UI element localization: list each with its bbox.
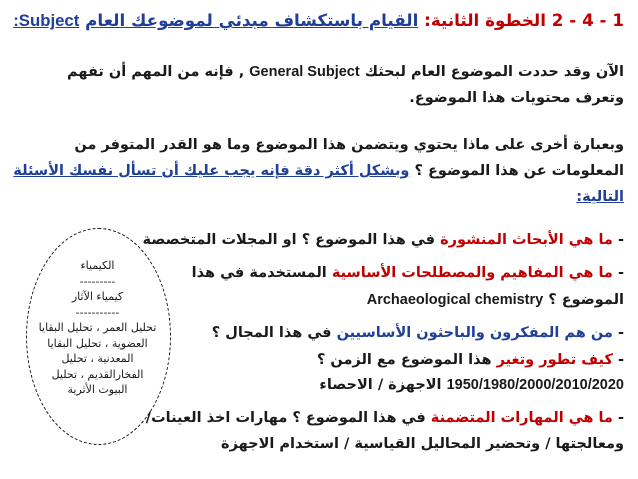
paragraph-2-text-b: المعلومات عن هذا الموضوع ؟ — [414, 163, 624, 179]
topic-chemistry: الكيمياء — [80, 259, 115, 272]
question-3-highlight: من هم المفكرون والباحثون الأساسيين — [336, 325, 613, 341]
question-1-highlight: ما هي الأبحاث المنشورة — [440, 232, 613, 248]
paragraph-2-line-3 — [576, 189, 624, 205]
question-4-rest: هذا الموضوع مع الزمن ؟ — [316, 352, 492, 368]
question-5-line-2 — [221, 436, 624, 452]
question-5-dash: - — [617, 410, 624, 426]
paragraph-2-line-1 — [74, 137, 624, 153]
topic-detail-4: الفخارالقديم ، تحليل — [51, 367, 144, 381]
question-1-rest: في هذا الموضوع ؟ او المجلات المتخصصة — [142, 232, 436, 248]
paragraph-2-text-c: وبشكل أكثر دقة فإنه يجب عليك أن تسأل نفسك الأسئلة — [13, 163, 410, 179]
paragraph-1-line-1 — [67, 64, 624, 80]
archaeological-chemistry-term: Archaeological chemistry — [366, 292, 544, 308]
topic-detail-2: العضوية ، تحليل البقايا — [47, 336, 148, 350]
topic-detail-3: المعدنية ، تحليل — [61, 352, 134, 365]
general-subject-term: General Subject — [249, 64, 360, 80]
section-number: 1 - 4 - 2 — [551, 10, 624, 30]
question-2-rest: المستخدمة في هذا — [191, 265, 327, 281]
question-3-rest: في هذا المجال ؟ — [211, 325, 332, 341]
paragraph-1-text-a: الآن وقد حددت الموضوع العام لبحثك — [364, 64, 624, 80]
paragraph-1-text-d: وتعرف محتويات هذا الموضوع. — [409, 90, 624, 106]
question-1-dash: - — [617, 232, 624, 248]
question-2-line-2 — [367, 292, 624, 308]
paragraph-1-line-2 — [409, 90, 624, 106]
topic-detail-5: البيوت الأثرية — [67, 383, 128, 396]
question-2-highlight: ما هي المفاهيم والمصطلحات الأساسية — [331, 265, 613, 281]
paragraph-2-text-d: التالية: — [576, 189, 624, 205]
paragraph-2-line-2 — [13, 163, 624, 179]
question-2-topic: الموضوع ؟ — [548, 292, 624, 308]
topic-divider-2: ----------- — [75, 305, 120, 319]
question-4-years: 1950/1980/2000/2010/2020 — [446, 377, 624, 393]
page-title — [13, 10, 624, 31]
topic-archaeological-chemistry: كيمياء الآثار — [71, 290, 124, 303]
question-2-dash: - — [617, 265, 624, 281]
section-subject: :Subject — [13, 11, 80, 30]
paragraph-2-text-a: وبعبارة أخرى على ماذا يحتوي ويتضمن هذا الموضوع وما هو القدر المتوفر من — [74, 137, 624, 153]
question-4-line-1 — [317, 352, 624, 368]
paragraph-1-text-c: , فإنه من المهم أن تفهم — [67, 64, 245, 80]
topic-divider-1: --------- — [79, 274, 116, 288]
topic-hierarchy — [30, 258, 165, 398]
section-step: الخطوة الثانية: — [424, 10, 546, 30]
question-5-rest: في هذا الموضوع ؟ مهارات اخذ العينات/ — [145, 410, 426, 426]
question-4-dash: - — [617, 352, 624, 368]
question-4-highlight: كيف تطور وتغير — [496, 352, 613, 368]
question-4-tools: الاجهزة / الاحصاء — [319, 377, 442, 393]
question-2-line-1 — [192, 265, 624, 281]
question-5-line-1 — [146, 410, 624, 426]
question-3 — [212, 325, 624, 341]
question-1 — [143, 232, 624, 248]
topic-detail-1: تحليل العمر ، تحليل البقايا — [38, 321, 157, 334]
section-phrase: القيام باستكشاف مبدئي لموضوعك العام — [85, 10, 419, 30]
question-4-line-2 — [319, 377, 624, 393]
question-3-dash: - — [617, 325, 624, 341]
question-5-highlight: ما هي المهارات المتضمنة — [430, 410, 613, 426]
question-5-continued: ومعالجتها / وتحضير المحاليل القياسية / استخدام الاجهزة — [221, 436, 624, 452]
